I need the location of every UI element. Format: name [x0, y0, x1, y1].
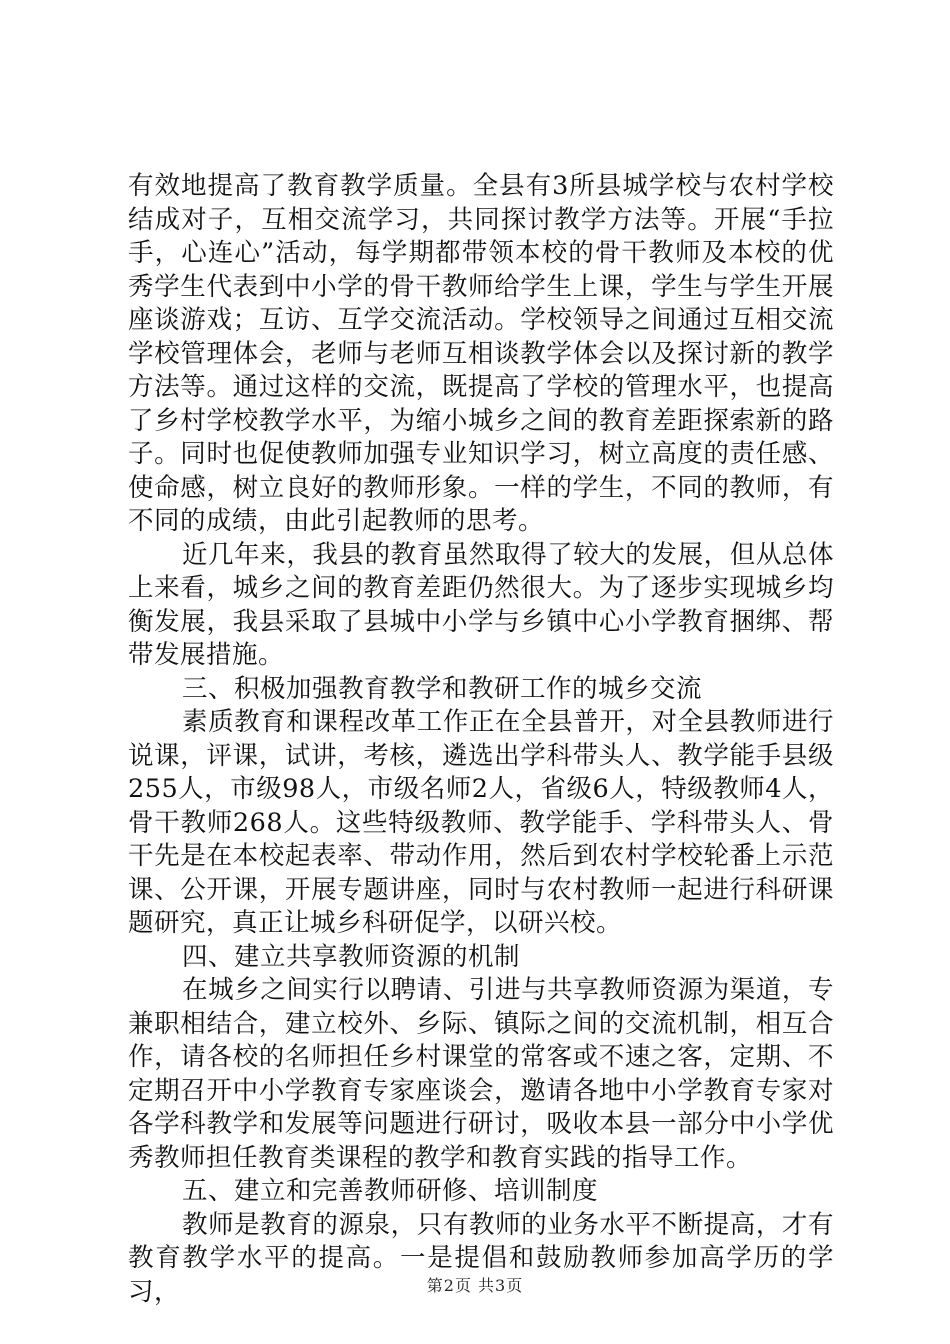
paragraph-section-4: 在城乡之间实行以聘请、引进与共享教师资源为渠道，专兼职相结合，建立校外、乡际、镇际之间的交流机制，相互合作，请各校的名师担任乡村课堂的常客或不速之客，定期、不定期召开中小学教育专家座谈会，邀请各地中小学教育专家对各学科教学和发展等问题进行研讨，吸收本县一部分中小学优秀教师担任教育类课程的教学和教育实践的指导工作。 [128, 975, 834, 1173]
paragraph-section-3: 素质教育和课程改革工作正在全县普开，对全县教师进行说课，评课，试讲，考核，遴选出学科带头人、教学能手县级255人，市级98人，市级名师2人，省级6人，特级教师4人，骨干教师268人。这些特级教师、教学能手、学科带头人、骨干先是在本校起表率、带动作用，然后到农村学校轮番上示范课、公开课，开展专题讲座，同时与农村教师一起进行科研课题研究，真正让城乡科研促学，以研兴校。 [128, 707, 834, 938]
page-footer: 第2页 共3页 [426, 1276, 524, 1295]
paragraph-continuation: 有效地提高了教育教学质量。全县有3所县城学校与农村学校结成对子，互相交流学习，共同探讨教学方法等。开展“手拉手，心连心”活动，每学期都带领本校的骨干教师及本校的优秀学生代表到中小学的骨干教师给学生上课，学生与学生开展座谈游戏；互访、互学交流活动。学校领导之间通过互相交流学校管理体会，老师与老师互相谈教学体会以及探讨新的教学方法等。通过这样的交流，既提高了学校的管理水平，也提高了乡村学校教学水平，为缩小城乡之间的教育差距探索新的路子。同时也促使教师加强专业知识学习，树立高度的责任感、使命感，树立良好的教师形象。一样的学生，不同的教师，有不同的成绩，由此引起教师的思考。 [128, 171, 834, 536]
document-body [128, 170, 834, 1309]
section-heading-4: 四、建立共享教师资源的机制 [182, 941, 521, 972]
paragraph-overview: 近几年来，我县的教育虽然取得了较大的发展，但从总体上来看，城乡之间的教育差距仍然很大。为了逐步实现城乡均衡发展，我县采取了县城中小学与乡镇中心小学教育捆绑、帮带发展措施。 [128, 539, 834, 670]
section-heading-5: 五、建立和完善教师研修、培训制度 [182, 1176, 599, 1206]
section-heading-3: 三、积极加强教育教学和教研工作的城乡交流 [182, 673, 703, 704]
paragraph-section-5: 教师是教育的源泉，只有教师的业务水平不断提高，才有教育教学水平的提高。一是提倡和鼓励教师参加高学历的学习， [128, 1209, 834, 1307]
